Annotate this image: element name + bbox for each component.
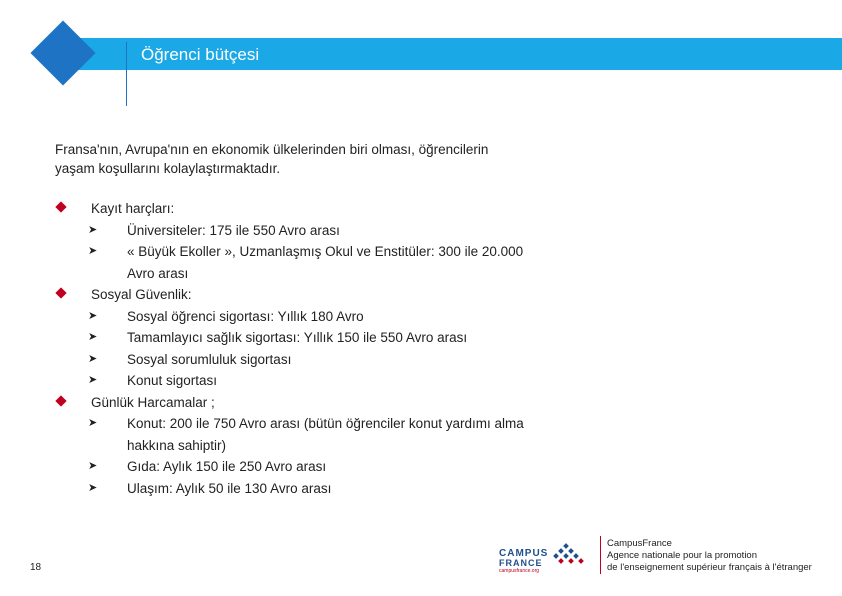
arrow-bullet-icon: ➤ xyxy=(88,481,98,494)
list-item xyxy=(55,456,595,478)
intro-line-1: Fransa'nın, Avrupa'nın en ekonomik ülkelerinden biri olması, öğrencilerin xyxy=(55,142,489,157)
list-item-text: Ulaşım: Aylık 50 ile 130 Avro arası xyxy=(127,480,332,496)
list-item xyxy=(55,327,595,349)
list-item-continuation xyxy=(55,263,595,285)
arrow-bullet-icon: ➤ xyxy=(88,223,98,236)
list-item-text: Avro arası xyxy=(127,265,189,281)
arrow-bullet-icon: ➤ xyxy=(88,374,98,386)
logo-france-text: FRANCE xyxy=(499,558,543,568)
list-item-text: Tamamlayıcı sağlık sigortası: Yıllık 150 ile 550 Avro arası xyxy=(127,330,468,345)
arrow-bullet-icon: ➤ xyxy=(88,331,98,343)
list-item-text: hakkına sahiptir) xyxy=(127,437,227,453)
section-heading-text: Günlük Harcamalar ; xyxy=(91,394,215,410)
diamond-logo-icon xyxy=(30,20,95,85)
section-registration-fees xyxy=(55,198,595,284)
list-item-text: « Büyük Ekoller », Uzmanlaşmış Okul ve Enstitüler: 300 ile 20.000 xyxy=(127,244,524,259)
intro-paragraph xyxy=(55,140,575,178)
section-daily-expenses xyxy=(55,392,595,500)
campus-france-logo xyxy=(497,540,589,574)
budget-list xyxy=(55,198,595,499)
diamond-bullet-icon xyxy=(55,201,66,212)
list-item xyxy=(55,370,595,392)
list-item-text: Sosyal sorumluluk sigortası xyxy=(127,351,292,367)
arrow-bullet-icon: ➤ xyxy=(88,309,98,322)
list-item-text: Gıda: Aylık 150 ile 250 Avro arası xyxy=(127,459,327,474)
section-heading xyxy=(55,392,595,414)
page-number: 18 xyxy=(30,562,42,573)
section-heading xyxy=(55,198,595,220)
footer-org-line-2: Agence nationale pour la promotion xyxy=(607,550,757,561)
logo-campus-text: CAMPUS xyxy=(499,548,549,559)
list-item-text: Üniversiteler: 175 ile 550 Avro arası xyxy=(127,222,340,238)
title-divider xyxy=(126,42,127,106)
arrow-bullet-icon: ➤ xyxy=(88,245,98,257)
page-title: Öğrenci bütçesi xyxy=(141,45,260,64)
list-item-text: Konut: 200 ile 750 Avro arası (bütün öğrenciler konut yardımı alma xyxy=(127,416,524,431)
list-item xyxy=(55,220,595,242)
list-item xyxy=(55,478,595,500)
arrow-bullet-icon: ➤ xyxy=(88,417,98,429)
list-item xyxy=(55,241,595,263)
footer-org-line-3: de l'enseignement supérieur français à l'étranger xyxy=(607,562,812,573)
list-item xyxy=(55,306,595,328)
arrow-bullet-icon: ➤ xyxy=(88,460,98,472)
footer-divider xyxy=(600,536,601,574)
list-item-text: Konut sigortası xyxy=(127,373,218,388)
section-heading xyxy=(55,284,595,306)
list-item-text: Sosyal öğrenci sigortası: Yıllık 180 Avro xyxy=(127,308,364,324)
arrow-bullet-icon: ➤ xyxy=(88,352,98,365)
diamond-bullet-icon xyxy=(55,287,66,298)
list-item xyxy=(55,349,595,371)
list-item xyxy=(55,413,595,435)
footer-organization xyxy=(607,538,812,574)
diamond-bullet-icon xyxy=(55,395,66,406)
logo-url-text: campusfrance.org xyxy=(499,568,540,574)
section-heading-text: Sosyal Güvenlik: xyxy=(91,287,192,302)
intro-line-2: yaşam koşullarını kolaylaştırmaktadır. xyxy=(55,161,281,176)
footer-org-line-1: CampusFrance xyxy=(607,538,672,549)
list-item-continuation xyxy=(55,435,595,457)
section-social-security xyxy=(55,284,595,392)
section-heading-text: Kayıt harçları: xyxy=(91,201,175,216)
logo-dots-icon xyxy=(549,542,585,570)
